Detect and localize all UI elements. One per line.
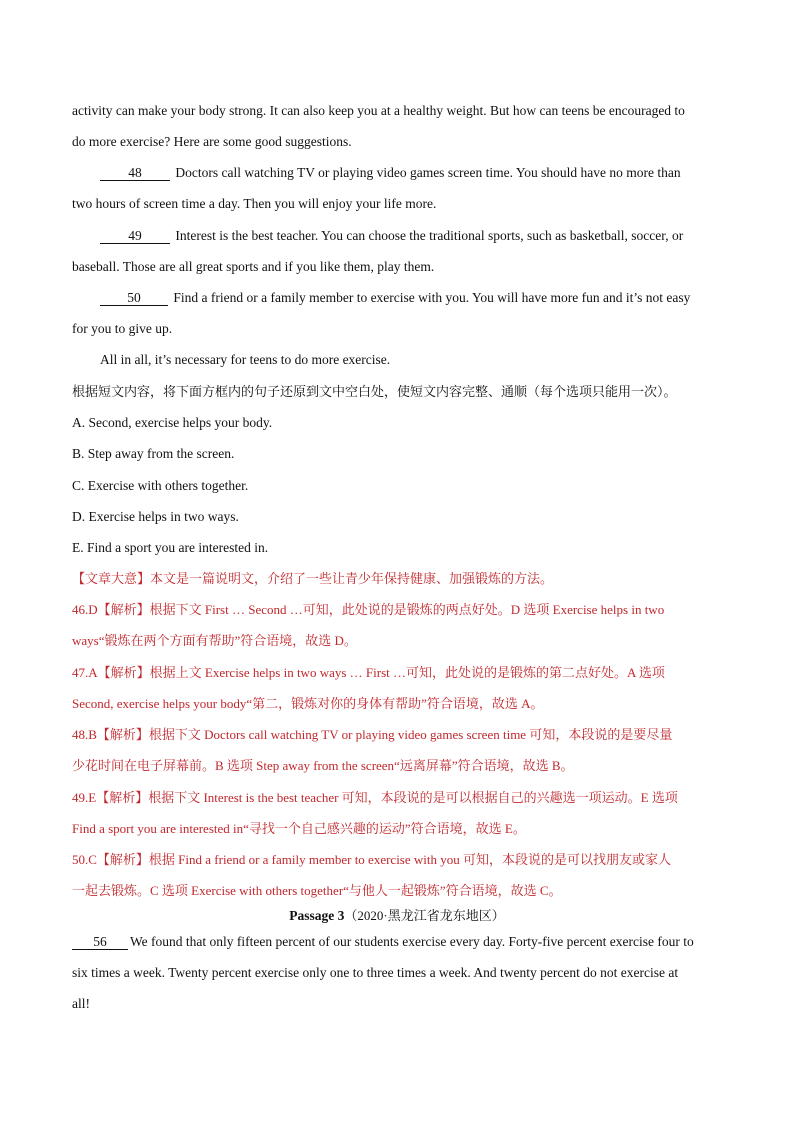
- passage-3-source: （2020·黑龙江省龙东地区）: [344, 908, 505, 923]
- option-letter: C.: [72, 478, 85, 493]
- option-text: Find a sport you are interested in.: [87, 540, 269, 555]
- analysis-summary: 【文章大意】本文是一篇说明文，介绍了一些让青少年保持健康、加强锻炼的方法。: [72, 571, 554, 586]
- passage-closing: All in all, it’s necessary for teens to do more exercise.: [100, 352, 391, 367]
- question-56: [72, 933, 732, 951]
- answer-49-cont: Find a sport you are interested in“寻找一个自己感兴趣的运动”符合语境，故选 E。: [72, 821, 526, 836]
- option-text: Exercise with others together.: [87, 478, 249, 493]
- blank-50: 50: [100, 290, 168, 306]
- blank-56: 56: [72, 934, 128, 950]
- option-letter: A.: [72, 415, 86, 430]
- option-a: [72, 414, 732, 432]
- option-letter: D.: [72, 509, 86, 524]
- option-c: [72, 477, 732, 495]
- passage-line: six times a week. Twenty percent exercise only one to three times a week. And twenty percent do not exercise at: [72, 965, 679, 980]
- answer-50: 50.C【解析】根据 Find a friend or a family member to exercise with you 可知，本段说的是可以找朋友或家人: [72, 852, 672, 867]
- passage-line: for you to give up.: [72, 321, 173, 336]
- option-d: [72, 508, 732, 526]
- question-50: [100, 289, 730, 307]
- option-text: Second, exercise helps your body.: [88, 415, 273, 430]
- question-text: Interest is the best teacher. You can choose the traditional sports, such as basketball, soccer, or: [175, 228, 684, 243]
- passage-3-title: Passage 3: [289, 908, 345, 923]
- option-text: Exercise helps in two ways.: [88, 509, 239, 524]
- question-text: Doctors call watching TV or playing video games screen time. You should have no more than: [175, 165, 681, 180]
- question-text: Find a friend or a family member to exercise with you. You will have more fun and it’s not easy: [173, 290, 691, 305]
- passage-line: all!: [72, 996, 90, 1011]
- option-letter: E.: [72, 540, 84, 555]
- option-letter: B.: [72, 446, 85, 461]
- question-49: [100, 227, 730, 245]
- answer-46: 46.D【解析】根据下文 First … Second …可知，此处说的是锻炼的两点好处。D 选项 Exercise helps in two: [72, 602, 665, 617]
- option-b: [72, 445, 732, 463]
- answer-46-cont: ways“锻炼在两个方面有帮助”符合语境，故选 D。: [72, 633, 357, 648]
- question-text: We found that only fifteen percent of our students exercise every day. Forty-five percent exercise four to: [130, 934, 694, 949]
- answer-50-cont: 一起去锻炼。C 选项 Exercise with others together“与他人一起锻炼”符合语境，故选 C。: [72, 883, 562, 898]
- answer-49: 49.E【解析】根据下文 Interest is the best teacher 可知，本段说的是可以根据自己的兴趣选一项运动。E 选项: [72, 790, 678, 805]
- answer-48: 48.B【解析】根据下文 Doctors call watching TV or playing video games screen time 可知，本段说的是要尽量: [72, 727, 673, 742]
- question-48: [100, 164, 730, 182]
- passage-line: two hours of screen time a day. Then you will enjoy your life more.: [72, 196, 437, 211]
- instruction: 根据短文内容，将下面方框内的句子还原到文中空白处，使短文内容完整、通顺（每个选项只能用一次）。: [72, 384, 677, 399]
- passage-line: do more exercise? Here are some good suggestions.: [72, 134, 352, 149]
- blank-48: 48: [100, 165, 170, 181]
- passage-line: activity can make your body strong. It can also keep you at a healthy weight. But how can teens be encouraged to: [72, 103, 685, 118]
- option-e: [72, 539, 732, 557]
- answer-47: 47.A【解析】根据上文 Exercise helps in two ways … First …可知，此处说的是锻炼的第二点好处。A 选项: [72, 665, 665, 680]
- answer-48-cont: 少花时间在电子屏幕前。B 选项 Step away from the screen“远离屏幕”符合语境，故选 B。: [72, 758, 574, 773]
- blank-49: 49: [100, 228, 170, 244]
- passage-line: baseball. Those are all great sports and if you like them, play them.: [72, 259, 435, 274]
- passage-3-heading: [0, 907, 794, 925]
- answer-47-cont: Second, exercise helps your body“第二，锻炼对你的身体有帮助”符合语境，故选 A。: [72, 696, 544, 711]
- option-text: Step away from the screen.: [87, 446, 235, 461]
